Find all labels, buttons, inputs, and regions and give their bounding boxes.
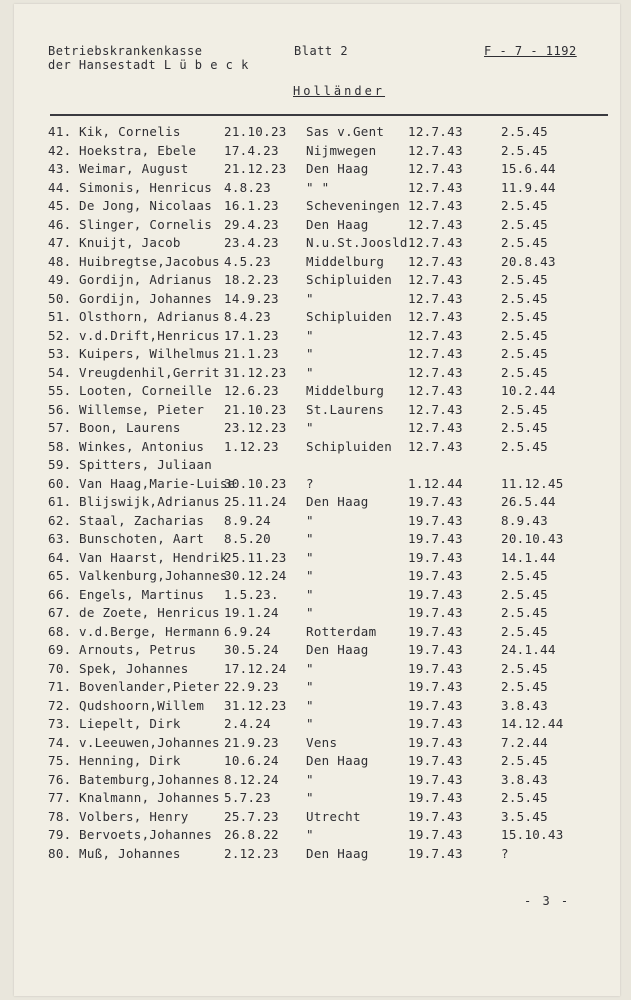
row-city: Rotterdam — [306, 623, 377, 639]
row-num: 75. — [48, 753, 72, 768]
row-name: Knalmann, Johannes — [79, 790, 220, 805]
row-num: 52. — [48, 327, 72, 343]
list-item — [14, 124, 620, 142]
list-item — [14, 494, 620, 512]
row-name: v.d.Drift,Henricus — [79, 327, 220, 343]
row-num: 76. — [48, 771, 72, 787]
typed-document-page — [14, 4, 620, 996]
row-num: 69. — [48, 642, 72, 657]
row-date: 17.1.23 — [224, 327, 279, 343]
row-num: 70. — [48, 660, 72, 676]
row-date: 21.1.23 — [224, 346, 279, 361]
list-item — [14, 790, 620, 808]
list-item — [14, 383, 620, 401]
row-name: Spek, Johannes — [79, 660, 189, 676]
row-name: Bervoets,Johannes — [79, 827, 213, 842]
row-name: Kik, Cornelis — [79, 124, 181, 139]
row-from: 19.7.43 — [408, 586, 463, 602]
list-item — [14, 235, 620, 253]
row-city: " — [306, 679, 314, 694]
row-date: 18.2.23 — [224, 272, 279, 287]
row-from: 12.7.43 — [408, 235, 463, 250]
row-from: 19.7.43 — [408, 623, 463, 639]
row-name: Muß, Johannes — [79, 845, 181, 861]
row-from: 19.7.43 — [408, 845, 463, 861]
row-date: 17.12.24 — [224, 660, 287, 676]
row-to: 2.5.45 — [501, 272, 548, 287]
list-item — [14, 772, 620, 790]
row-date: 25.11.23 — [224, 549, 287, 565]
list-item — [14, 735, 620, 753]
row-from: 12.7.43 — [408, 290, 463, 306]
row-from: 19.7.43 — [408, 716, 463, 731]
row-num: 73. — [48, 716, 72, 731]
list-item — [14, 254, 620, 272]
row-from: 19.7.43 — [408, 827, 463, 842]
row-to: 2.5.45 — [501, 235, 548, 250]
row-city: St.Laurens — [306, 401, 385, 417]
list-item — [14, 365, 620, 383]
list-item — [14, 513, 620, 531]
row-city: Sas v.Gent — [306, 124, 385, 139]
row-city: Den Haag — [306, 494, 369, 509]
list-item — [14, 143, 620, 161]
row-from: 12.7.43 — [408, 124, 463, 139]
row-to: 2.5.45 — [501, 290, 548, 306]
row-from: 12.7.43 — [408, 401, 463, 417]
row-name: Arnouts, Petrus — [79, 642, 197, 657]
row-from: 12.7.43 — [408, 327, 463, 343]
list-item — [14, 217, 620, 235]
row-to: 2.5.45 — [501, 327, 548, 343]
list-item — [14, 587, 620, 605]
row-to: 8.9.43 — [501, 512, 548, 528]
list-item — [14, 679, 620, 697]
row-from: 12.7.43 — [408, 438, 463, 454]
row-name: Willemse, Pieter — [79, 401, 205, 417]
row-name: v.Leeuwen,Johannes — [79, 734, 220, 750]
row-city: " — [306, 420, 314, 435]
row-num: 68. — [48, 623, 72, 639]
row-city: Vens — [306, 734, 338, 750]
row-num: 48. — [48, 253, 72, 269]
row-from: 12.7.43 — [408, 272, 463, 287]
row-date: 1.12.23 — [224, 438, 279, 454]
row-city: Den Haag — [306, 845, 369, 861]
row-name: Olsthorn, Adrianus — [79, 309, 220, 324]
row-city: " — [306, 827, 314, 842]
list-item — [14, 402, 620, 420]
row-name: Liepelt, Dirk — [79, 716, 181, 731]
row-num: 44. — [48, 179, 72, 195]
row-num: 41. — [48, 124, 72, 139]
row-city: Scheveningen — [306, 198, 400, 213]
row-city: " — [306, 364, 314, 380]
row-num: 58. — [48, 438, 72, 454]
row-num: 45. — [48, 198, 72, 213]
list-item — [14, 698, 620, 716]
row-name: v.d.Berge, Hermann — [79, 623, 220, 639]
row-date: 8.5.20 — [224, 531, 271, 546]
row-name: Batemburg,Johannes — [79, 771, 220, 787]
row-to: 15.10.43 — [501, 827, 564, 842]
row-to: 3.8.43 — [501, 697, 548, 713]
row-date: 19.1.24 — [224, 605, 279, 620]
row-name: Boon, Laurens — [79, 420, 181, 435]
row-date: 23.4.23 — [224, 235, 279, 250]
list-item — [14, 568, 620, 586]
row-num: 54. — [48, 364, 72, 380]
row-num: 74. — [48, 734, 72, 750]
list-item — [14, 420, 620, 438]
row-date: 8.4.23 — [224, 309, 271, 324]
row-name: Knuijt, Jacob — [79, 235, 181, 250]
row-city: " — [306, 512, 314, 528]
row-date: 14.9.23 — [224, 290, 279, 306]
row-date: 22.9.23 — [224, 679, 279, 694]
list-item — [14, 827, 620, 845]
row-date: 6.9.24 — [224, 623, 271, 639]
header-rule — [50, 114, 608, 116]
list-item — [14, 161, 620, 179]
row-date: 4.8.23 — [224, 179, 271, 195]
row-city: " — [306, 568, 314, 583]
list-item — [14, 846, 620, 864]
row-name: Valkenburg,Johannes — [79, 568, 228, 583]
row-city: " — [306, 660, 314, 676]
row-from: 12.7.43 — [408, 161, 463, 176]
row-to: 3.8.43 — [501, 771, 548, 787]
row-name: Winkes, Antonius — [79, 438, 205, 454]
list-item — [14, 328, 620, 346]
row-to: 20.8.43 — [501, 253, 556, 269]
row-num: 66. — [48, 586, 72, 602]
row-to: 2.5.45 — [501, 605, 548, 620]
row-to: 2.5.45 — [501, 309, 548, 324]
row-to: 2.5.45 — [501, 438, 548, 454]
row-from: 12.7.43 — [408, 364, 463, 380]
row-num: 80. — [48, 845, 72, 861]
row-to: 2.5.45 — [501, 142, 548, 158]
row-name: de Zoete, Henricus — [79, 605, 220, 620]
row-from: 19.7.43 — [408, 605, 463, 620]
row-name: Gordijn, Adrianus — [79, 272, 213, 287]
row-to: 15.6.44 — [501, 161, 556, 176]
row-name: Van Haag,Marie-Luise — [79, 475, 236, 491]
row-city: Nijmwegen — [306, 142, 377, 158]
row-from: 12.7.43 — [408, 198, 463, 213]
row-to: 24.1.44 — [501, 642, 556, 657]
row-city: Den Haag — [306, 753, 369, 768]
row-to: 10.2.44 — [501, 383, 556, 398]
row-date: 21.12.23 — [224, 161, 287, 176]
row-from: 19.7.43 — [408, 771, 463, 787]
list-item — [14, 180, 620, 198]
row-date: 30.5.24 — [224, 642, 279, 657]
row-city: " — [306, 697, 314, 713]
list-item — [14, 309, 620, 327]
row-from: 12.7.43 — [408, 420, 463, 435]
row-city: " — [306, 586, 314, 602]
row-date: 25.7.23 — [224, 808, 279, 824]
row-from: 19.7.43 — [408, 679, 463, 694]
row-from: 19.7.43 — [408, 549, 463, 565]
row-name: Slinger, Cornelis — [79, 216, 213, 232]
row-to: 2.5.45 — [501, 790, 548, 805]
row-from: 19.7.43 — [408, 568, 463, 583]
row-to: ? — [501, 845, 509, 861]
row-num: 65. — [48, 568, 72, 583]
row-to: 2.5.45 — [501, 198, 548, 213]
row-num: 64. — [48, 549, 72, 565]
row-to: 2.5.45 — [501, 124, 548, 139]
row-date: 8.12.24 — [224, 771, 279, 787]
row-from: 19.7.43 — [408, 808, 463, 824]
organization-line-2: der Hansestadt L ü b e c k — [48, 58, 249, 72]
row-num: 61. — [48, 494, 72, 509]
row-date: 21.10.23 — [224, 124, 287, 139]
row-city: " — [306, 346, 314, 361]
row-to: 2.5.45 — [501, 420, 548, 435]
row-date: 16.1.23 — [224, 198, 279, 213]
row-num: 43. — [48, 161, 72, 176]
row-date: 17.4.23 — [224, 142, 279, 158]
row-to: 20.10.43 — [501, 531, 564, 546]
row-num: 51. — [48, 309, 72, 324]
row-name: Qudshoorn,Willem — [79, 697, 205, 713]
row-to: 14.12.44 — [501, 716, 564, 731]
row-num: 63. — [48, 531, 72, 546]
page-title: Holländer — [293, 84, 386, 98]
row-to: 11.12.45 — [501, 475, 564, 491]
row-from: 19.7.43 — [408, 531, 463, 546]
row-to: 2.5.45 — [501, 586, 548, 602]
row-from: 12.7.43 — [408, 179, 463, 195]
row-to: 2.5.45 — [501, 679, 548, 694]
row-num: 53. — [48, 346, 72, 361]
row-from: 19.7.43 — [408, 753, 463, 768]
row-city: ? — [306, 475, 314, 491]
list-item — [14, 457, 620, 475]
row-from: 12.7.43 — [408, 346, 463, 361]
row-city: Den Haag — [306, 216, 369, 232]
row-from: 12.7.43 — [408, 216, 463, 232]
row-date: 26.8.22 — [224, 827, 279, 842]
row-city: Middelburg — [306, 383, 385, 398]
row-name: De Jong, Nicolaas — [79, 198, 213, 213]
row-num: 77. — [48, 790, 72, 805]
row-date: 30.12.24 — [224, 568, 287, 583]
row-name: Spitters, Juliaan — [79, 457, 213, 472]
row-name: Blijswijk,Adrianus — [79, 494, 220, 509]
organization-line-1: Betriebskrankenkasse — [48, 44, 203, 58]
row-from: 1.12.44 — [408, 475, 463, 491]
row-from: 19.7.43 — [408, 697, 463, 713]
row-to: 7.2.44 — [501, 734, 548, 750]
row-to: 2.5.45 — [501, 216, 548, 232]
row-date: 5.7.23 — [224, 790, 271, 805]
row-from: 12.7.43 — [408, 383, 463, 398]
row-name: Bovenlander,Pieter — [79, 679, 220, 694]
row-city: Middelburg — [306, 253, 385, 269]
row-city: " — [306, 531, 314, 546]
list-item — [14, 605, 620, 623]
row-from: 12.7.43 — [408, 142, 463, 158]
row-num: 59. — [48, 457, 72, 472]
row-date: 23.12.23 — [224, 420, 287, 435]
row-name: Vreugdenhil,Gerrit — [79, 364, 220, 380]
row-num: 55. — [48, 383, 72, 398]
row-city: Schipluiden — [306, 309, 393, 324]
row-to: 3.5.45 — [501, 808, 548, 824]
row-to: 2.5.45 — [501, 364, 548, 380]
row-name: Hoekstra, Ebele — [79, 142, 197, 158]
row-date: 21.9.23 — [224, 734, 279, 750]
row-num: 78. — [48, 808, 72, 824]
page-number: - 3 - — [524, 894, 571, 908]
list-item — [14, 531, 620, 549]
row-num: 46. — [48, 216, 72, 232]
row-to: 26.5.44 — [501, 494, 556, 509]
row-num: 60. — [48, 475, 72, 491]
row-to: 14.1.44 — [501, 549, 556, 565]
row-city: Schipluiden — [306, 272, 393, 287]
row-name: Weimar, August — [79, 161, 189, 176]
row-date: 1.5.23. — [224, 586, 279, 602]
row-date: 2.12.23 — [224, 845, 279, 861]
row-num: 62. — [48, 512, 72, 528]
row-num: 57. — [48, 420, 72, 435]
row-date: 30.10.23 — [224, 475, 287, 491]
list-item — [14, 198, 620, 216]
row-from: 19.7.43 — [408, 734, 463, 750]
row-num: 79. — [48, 827, 72, 842]
list-item — [14, 291, 620, 309]
list-item — [14, 809, 620, 827]
row-date: 21.10.23 — [224, 401, 287, 417]
list-item — [14, 661, 620, 679]
row-to: 2.5.45 — [501, 401, 548, 417]
row-date: 8.9.24 — [224, 512, 271, 528]
row-name: Huibregtse,Jacobus — [79, 253, 220, 269]
row-name: Engels, Martinus — [79, 586, 205, 602]
row-city: Den Haag — [306, 642, 369, 657]
row-city: " " — [306, 179, 330, 195]
row-city: " — [306, 290, 314, 306]
row-name: Looten, Corneille — [79, 383, 213, 398]
row-name: Gordijn, Johannes — [79, 290, 213, 306]
document-reference: F - 7 - 1192 — [484, 44, 577, 58]
row-city: " — [306, 716, 314, 731]
row-city: " — [306, 771, 314, 787]
row-city: N.u.St.Joosld. — [306, 235, 416, 250]
list-item — [14, 550, 620, 568]
row-city: " — [306, 327, 314, 343]
row-city: " — [306, 549, 314, 565]
row-from: 12.7.43 — [408, 309, 463, 324]
row-from: 12.7.43 — [408, 253, 463, 269]
row-to: 2.5.45 — [501, 623, 548, 639]
list-item — [14, 346, 620, 364]
row-name: Kuipers, Wilhelmus — [79, 346, 220, 361]
row-name: Volbers, Henry — [79, 808, 189, 824]
row-date: 10.6.24 — [224, 753, 279, 768]
row-from: 19.7.43 — [408, 512, 463, 528]
row-to: 11.9.44 — [501, 179, 556, 195]
row-to: 2.5.45 — [501, 568, 548, 583]
row-city: " — [306, 605, 314, 620]
row-date: 29.4.23 — [224, 216, 279, 232]
row-city: " — [306, 790, 314, 805]
row-num: 50. — [48, 290, 72, 306]
row-city: Utrecht — [306, 808, 361, 824]
row-name: Van Haarst, Hendrik — [79, 549, 228, 565]
row-num: 49. — [48, 272, 72, 287]
list-item — [14, 716, 620, 734]
row-date: 25.11.24 — [224, 494, 287, 509]
row-date: 31.12.23 — [224, 697, 287, 713]
list-item — [14, 624, 620, 642]
row-date: 4.5.23 — [224, 253, 271, 269]
row-num: 42. — [48, 142, 72, 158]
list-item — [14, 272, 620, 290]
row-city: Den Haag — [306, 161, 369, 176]
row-num: 47. — [48, 235, 72, 250]
row-to: 2.5.45 — [501, 660, 548, 676]
row-to: 2.5.45 — [501, 753, 548, 768]
row-num: 67. — [48, 605, 72, 620]
row-from: 19.7.43 — [408, 790, 463, 805]
row-to: 2.5.45 — [501, 346, 548, 361]
row-date: 12.6.23 — [224, 383, 279, 398]
sheet-number: Blatt 2 — [294, 44, 349, 58]
row-name: Henning, Dirk — [79, 753, 181, 768]
row-num: 56. — [48, 401, 72, 417]
row-num: 71. — [48, 679, 72, 694]
row-date: 2.4.24 — [224, 716, 271, 731]
row-from: 19.7.43 — [408, 660, 463, 676]
list-item — [14, 753, 620, 771]
list-item — [14, 439, 620, 457]
row-name: Simonis, Henricus — [79, 179, 213, 195]
row-name: Staal, Zacharias — [79, 512, 205, 528]
row-from: 19.7.43 — [408, 494, 463, 509]
list-item — [14, 476, 620, 494]
list-item — [14, 642, 620, 660]
row-city: Schipluiden — [306, 438, 393, 454]
row-name: Bunschoten, Aart — [79, 531, 205, 546]
row-from: 19.7.43 — [408, 642, 463, 657]
row-num: 72. — [48, 697, 72, 713]
row-date: 31.12.23 — [224, 364, 287, 380]
